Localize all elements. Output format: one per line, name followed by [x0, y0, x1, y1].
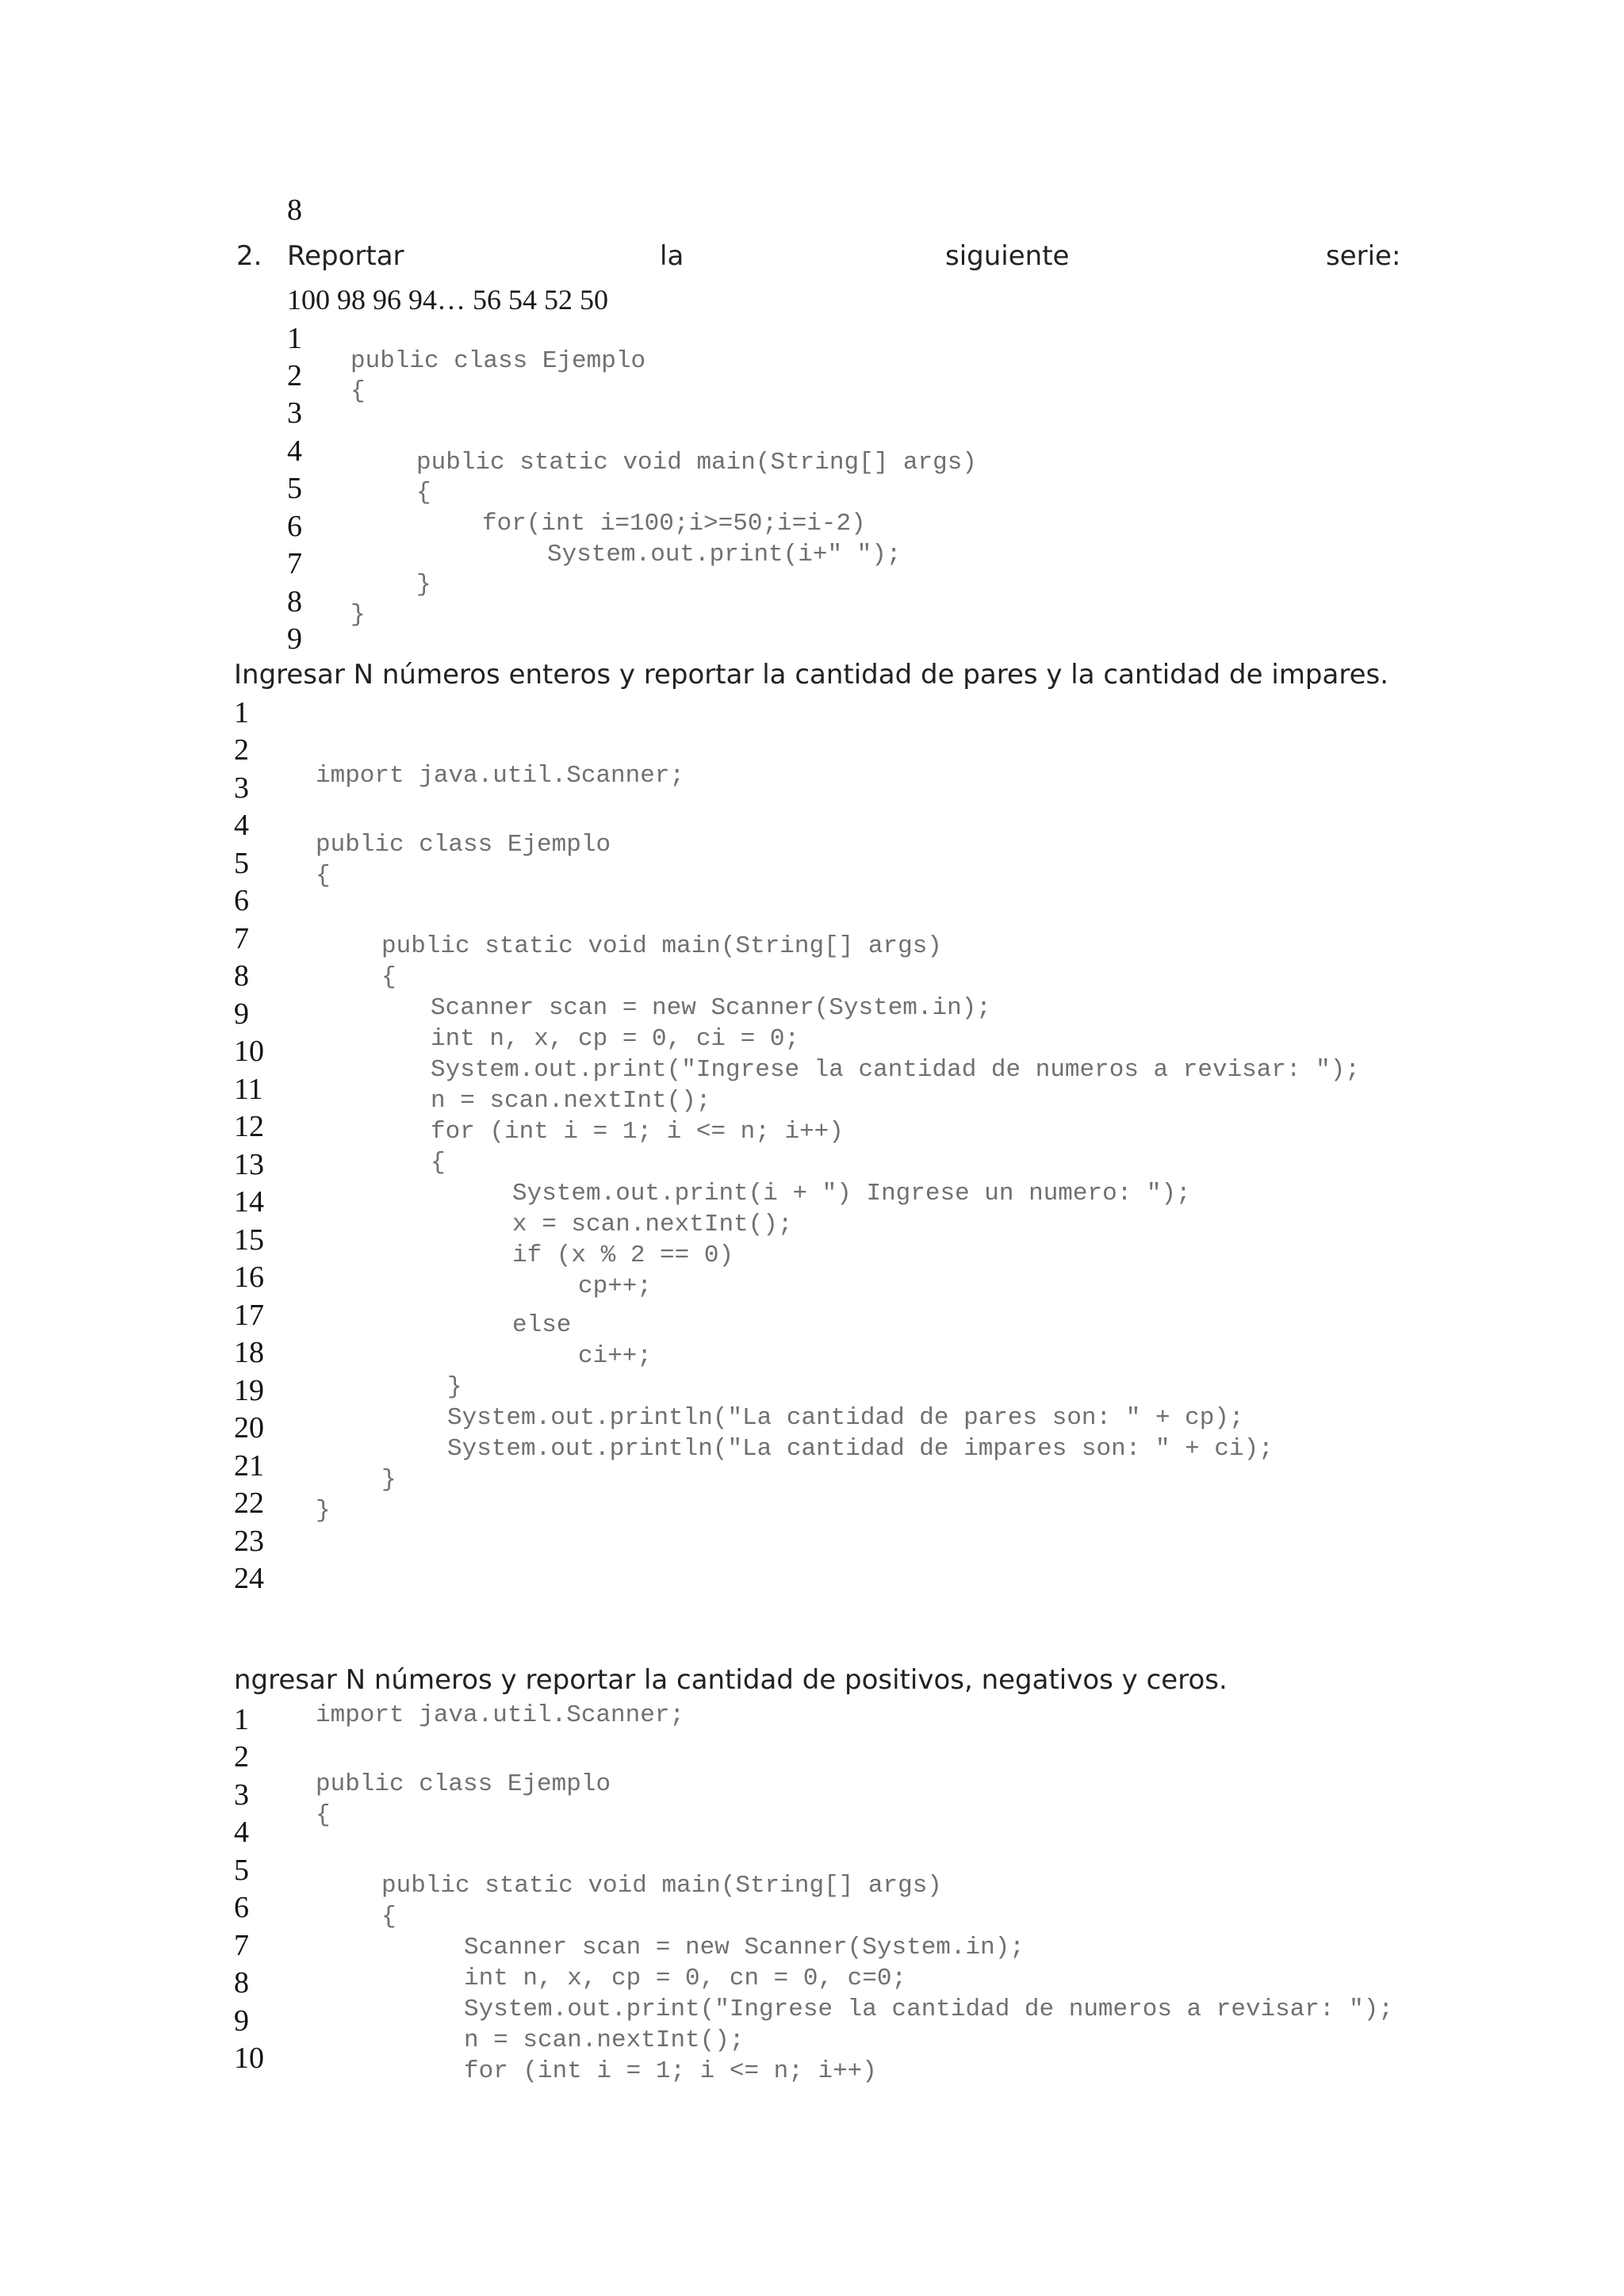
line-number: 3: [287, 396, 302, 430]
line-number: 7: [234, 1929, 249, 1962]
code-line: }: [350, 601, 366, 629]
line-number: 8: [234, 959, 249, 993]
heading-word: Reportar: [287, 240, 404, 272]
line-number: 11: [234, 1073, 263, 1106]
line-number: 6: [287, 510, 302, 543]
code-line: int n, x, cp = 0, cn = 0, c=0;: [464, 1965, 907, 1992]
code-line: {: [416, 479, 431, 507]
code-line: {: [316, 1801, 331, 1829]
section-heading: Ingresar N números enteros y reportar la cantidad de pares y la cantidad de impares.: [234, 659, 1389, 691]
line-number: 1: [234, 696, 249, 729]
line-number: 16: [234, 1261, 264, 1294]
line-number: 4: [287, 434, 302, 468]
line-number: 13: [234, 1148, 264, 1181]
code-line: x = scan.nextInt();: [512, 1211, 793, 1238]
code-line: Scanner scan = new Scanner(System.in);: [431, 994, 991, 1022]
line-number: 10: [234, 2042, 264, 2075]
code-line: {: [316, 862, 331, 890]
code-line: int n, x, cp = 0, ci = 0;: [431, 1025, 800, 1053]
line-number: 12: [234, 1110, 264, 1143]
code-line: }: [447, 1373, 462, 1401]
code-line: n = scan.nextInt();: [431, 1087, 711, 1115]
line-number: 15: [234, 1223, 264, 1257]
line-number: 8: [287, 585, 302, 618]
line-number: 17: [234, 1299, 264, 1332]
code-line: System.out.print("Ingrese la cantidad de numeros a revisar: ");: [431, 1056, 1360, 1084]
line-number: 5: [234, 847, 249, 880]
code-line: public static void main(String[] args): [381, 1872, 942, 1900]
line-number: 6: [234, 1891, 249, 1924]
code-line: for (int i = 1; i <= n; i++): [431, 1118, 844, 1146]
line-number: 18: [234, 1336, 264, 1369]
line-number: 23: [234, 1525, 264, 1558]
code-line: System.out.println("La cantidad de pares son: " + cp);: [447, 1404, 1244, 1432]
line-number: 3: [234, 771, 249, 805]
line-number: 24: [234, 1562, 264, 1595]
series-text: 100 98 96 94… 56 54 52 50: [287, 284, 608, 316]
code-line: {: [350, 377, 366, 405]
line-number: 2: [234, 733, 249, 767]
list-number: 2.: [236, 240, 262, 272]
line-number: 8: [234, 1966, 249, 1999]
code-line: n = scan.nextInt();: [464, 2026, 745, 2054]
code-line: }: [381, 1466, 396, 1494]
line-number: 14: [234, 1185, 264, 1219]
line-number: 2: [287, 359, 302, 392]
line-number: 1: [234, 1703, 249, 1736]
code-line: for (int i = 1; i <= n; i++): [464, 2057, 877, 2085]
line-number: 4: [234, 1816, 249, 1849]
line-number: 19: [234, 1374, 264, 1407]
line-number: 9: [234, 997, 249, 1031]
line-number: 10: [234, 1035, 264, 1068]
code-line: public class Ejemplo: [316, 1770, 611, 1798]
heading-word: siguiente: [945, 240, 1070, 272]
line-number: 21: [234, 1449, 264, 1483]
code-line: ci++;: [578, 1342, 653, 1370]
line-number: 5: [234, 1854, 249, 1887]
code-line: for(int i=100;i>=50;i=i-2): [482, 510, 866, 538]
code-line: import java.util.Scanner;: [316, 1701, 685, 1729]
code-line: if (x % 2 == 0): [512, 1242, 734, 1269]
line-number: 7: [234, 922, 249, 955]
line-number: 1: [287, 322, 302, 355]
code-line: {: [381, 1903, 396, 1931]
code-line: System.out.print(i+" ");: [547, 541, 902, 568]
line-number: 22: [234, 1487, 264, 1520]
code-line: cp++;: [578, 1272, 653, 1300]
section-heading: ngresar N números y reportar la cantidad de positivos, negativos y ceros.: [234, 1664, 1228, 1696]
code-line: System.out.println("La cantidad de impares son: " + ci);: [447, 1435, 1274, 1463]
code-line: public static void main(String[] args): [416, 449, 977, 476]
line-number: 9: [287, 622, 302, 656]
code-line: import java.util.Scanner;: [316, 762, 685, 790]
code-line: System.out.print("Ingrese la cantidad de numeros a revisar: ");: [464, 1996, 1393, 2023]
line-number: 8: [287, 193, 302, 227]
code-line: System.out.print(i + ") Ingrese un numero: ");: [512, 1180, 1191, 1207]
code-line: public class Ejemplo: [350, 347, 646, 375]
line-number: 20: [234, 1411, 264, 1445]
heading-word: serie:: [1326, 240, 1401, 272]
code-line: public static void main(String[] args): [381, 932, 942, 960]
line-number: 5: [287, 472, 302, 505]
heading-word: la: [660, 240, 684, 272]
line-number: 7: [287, 547, 302, 580]
code-line: {: [431, 1149, 446, 1177]
code-line: {: [381, 963, 396, 991]
line-number: 9: [234, 2004, 249, 2038]
code-line: public class Ejemplo: [316, 831, 611, 859]
line-number: 6: [234, 884, 249, 917]
code-line: Scanner scan = new Scanner(System.in);: [464, 1934, 1025, 1961]
code-line: }: [416, 571, 431, 599]
code-line: }: [316, 1497, 331, 1525]
line-number: 2: [234, 1740, 249, 1774]
line-number: 4: [234, 809, 249, 842]
line-number: 3: [234, 1778, 249, 1812]
code-line: else: [512, 1311, 572, 1339]
